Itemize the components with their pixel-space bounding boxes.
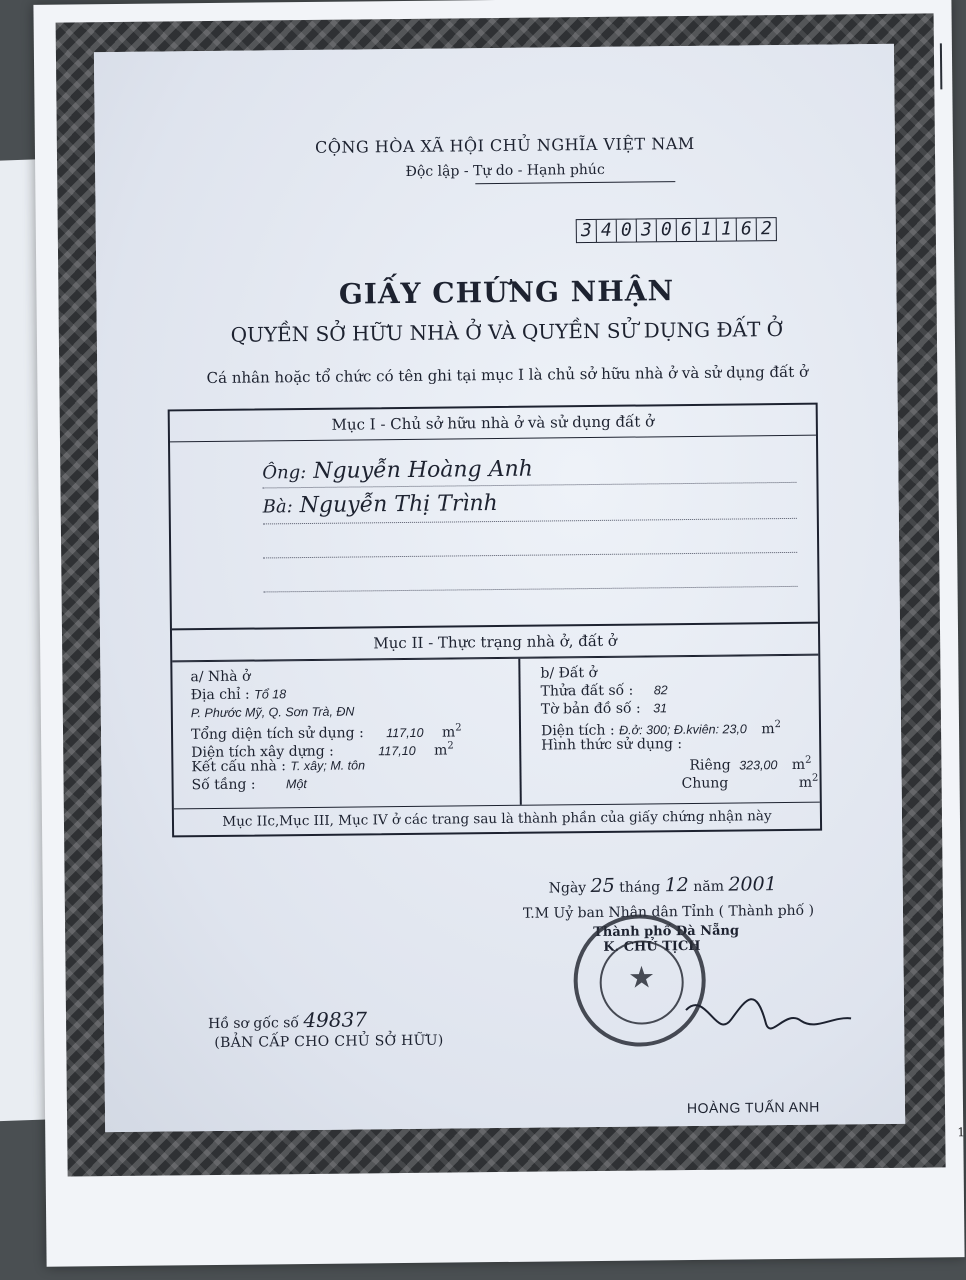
built-area-label: Diện tích xây dựng : xyxy=(191,743,334,761)
structure-label: Kết cấu nhà : xyxy=(191,758,287,776)
land-area-label: Diện tích : xyxy=(540,722,615,740)
corner-mark xyxy=(940,43,942,89)
built-area-value: 117,10 xyxy=(378,743,416,758)
record-value: 49837 xyxy=(303,1007,368,1033)
structure-value: T. xây; M. tôn xyxy=(290,758,366,774)
usage-row: Hình thức sử dụng : xyxy=(541,736,683,754)
page-mark: 1 xyxy=(957,1125,965,1140)
floors-row xyxy=(192,773,520,794)
copy-note: (BẢN CẤP CHO CHỦ SỞ HỮU) xyxy=(214,1032,444,1052)
owners-area xyxy=(170,436,818,631)
seal-emblem xyxy=(599,940,684,1025)
section1-heading: Mục I - Chủ sở hữu nhà ở và sử dụng đất ở xyxy=(170,405,816,443)
area-unit-sup: 2 xyxy=(811,772,819,784)
land-area-value: Đ.ở: 300; Đ.kviên: 23,0 xyxy=(619,722,747,738)
certificate-title: GIẤY CHỨNG NHẬN xyxy=(338,274,675,311)
serial-digit: 6 xyxy=(737,218,757,240)
address-label: Địa chỉ : xyxy=(190,686,250,704)
signature xyxy=(676,978,857,1050)
record-number xyxy=(208,1007,367,1033)
land-heading: b/ Đất ở xyxy=(540,664,598,682)
private-value: 323,00 xyxy=(739,757,778,773)
owner-1-name: Nguyễn Hoàng Anh xyxy=(313,456,534,484)
serial-digit: 4 xyxy=(597,220,617,242)
year-label: năm xyxy=(693,878,725,895)
owner-2-label: Bà: xyxy=(262,496,293,518)
national-header xyxy=(95,132,855,188)
owner-2 xyxy=(263,491,498,518)
address-value-2: P. Phước Mỹ, Q. Sơn Trà, ĐN xyxy=(190,704,355,721)
signer-role: K. CHỦ TỊCH xyxy=(603,938,701,955)
month-value: 12 xyxy=(664,874,689,897)
dotted-line xyxy=(264,586,798,593)
area-unit: m xyxy=(761,720,775,737)
plot-value: 82 xyxy=(653,683,668,698)
land-area-row xyxy=(540,716,819,740)
area-unit: m xyxy=(433,742,448,759)
serial-digit: 1 xyxy=(717,218,737,240)
serial-digit: 0 xyxy=(657,219,677,241)
serial-digit: 0 xyxy=(617,220,637,242)
house-column xyxy=(172,659,522,809)
plot-label: Thửa đất số : xyxy=(540,682,634,700)
floors-value: Một xyxy=(285,777,307,792)
owner-2-name: Nguyễn Thị Trình xyxy=(299,491,498,519)
certificate-page xyxy=(94,44,965,1140)
certificate-subtitle: QUYỀN SỞ HỮU NHÀ Ở VÀ QUYỀN SỬ DỤNG ĐẤT Ở xyxy=(230,317,784,347)
certificate-intro: Cá nhân hoặc tổ chức có tên ghi tại mục I là chủ sở hữu nhà ở và sử dụng đất ở xyxy=(206,362,809,388)
serial-digit: 1 xyxy=(697,219,717,241)
area-unit-sup: 2 xyxy=(447,740,454,752)
record-label: Hồ sơ gốc số xyxy=(208,1015,300,1033)
area-unit: m xyxy=(798,774,813,791)
floors-label: Số tầng : xyxy=(191,776,256,794)
issuing-city: Thành phố Đà Nẵng xyxy=(593,923,740,941)
republic-title: CỘNG HÒA XÃ HỘI CHỦ NGHĨA VIỆT NAM xyxy=(315,133,695,157)
land-column xyxy=(520,656,820,805)
house-heading: a/ Nhà ở xyxy=(190,668,251,686)
month-label: tháng xyxy=(619,879,661,896)
map-label: Tờ bản đồ số : xyxy=(540,700,641,718)
total-area-label: Tổng diện tích sử dụng : xyxy=(190,725,364,743)
shared-row xyxy=(541,770,819,791)
serial-digit: 6 xyxy=(677,219,697,241)
year-value: 2001 xyxy=(728,873,777,896)
total-area-value: 117,10 xyxy=(386,725,424,740)
motto-underline xyxy=(475,181,675,184)
section2-heading: Mục II - Thực trạng nhà ở, đất ở xyxy=(172,624,818,662)
owner-1-label: Ông: xyxy=(262,462,307,484)
area-unit-sup: 2 xyxy=(805,754,812,766)
day-label: Ngày xyxy=(548,880,587,897)
serial-digit: 2 xyxy=(760,218,772,240)
map-value: 31 xyxy=(653,701,668,716)
area-unit: m xyxy=(791,756,806,773)
shared-label: Chung xyxy=(681,775,729,792)
star-icon: ★ xyxy=(628,960,656,996)
section2-columns xyxy=(172,655,820,809)
area-unit-sup: 2 xyxy=(774,719,781,731)
day-value: 25 xyxy=(590,874,615,898)
serial-digit: 3 xyxy=(637,219,657,241)
serial-digit: 3 xyxy=(577,220,597,242)
owner-1 xyxy=(262,457,533,485)
serial-number-box xyxy=(576,217,777,243)
private-label: Riêng xyxy=(689,757,731,774)
dotted-line xyxy=(263,518,797,525)
area-unit-sup: 2 xyxy=(455,722,462,734)
national-motto: Độc lập - Tự do - Hạnh phúc xyxy=(405,161,605,180)
issue-date xyxy=(549,872,903,898)
dotted-line xyxy=(263,552,797,559)
section-footnote: Mục IIc,Mục III, Mục IV ở các trang sau là thành phần của giấy chứng nhận này xyxy=(174,802,820,836)
address-value: Tổ 18 xyxy=(254,687,287,702)
photocopy-sheet xyxy=(33,0,964,1267)
signer-name: HOÀNG TUẤN ANH xyxy=(686,1098,820,1117)
issuing-authority: T.M Uỷ ban Nhân dân Tỉnh ( Thành phố ) xyxy=(522,902,815,922)
area-unit: m xyxy=(441,724,456,741)
certificate-table xyxy=(168,403,822,838)
